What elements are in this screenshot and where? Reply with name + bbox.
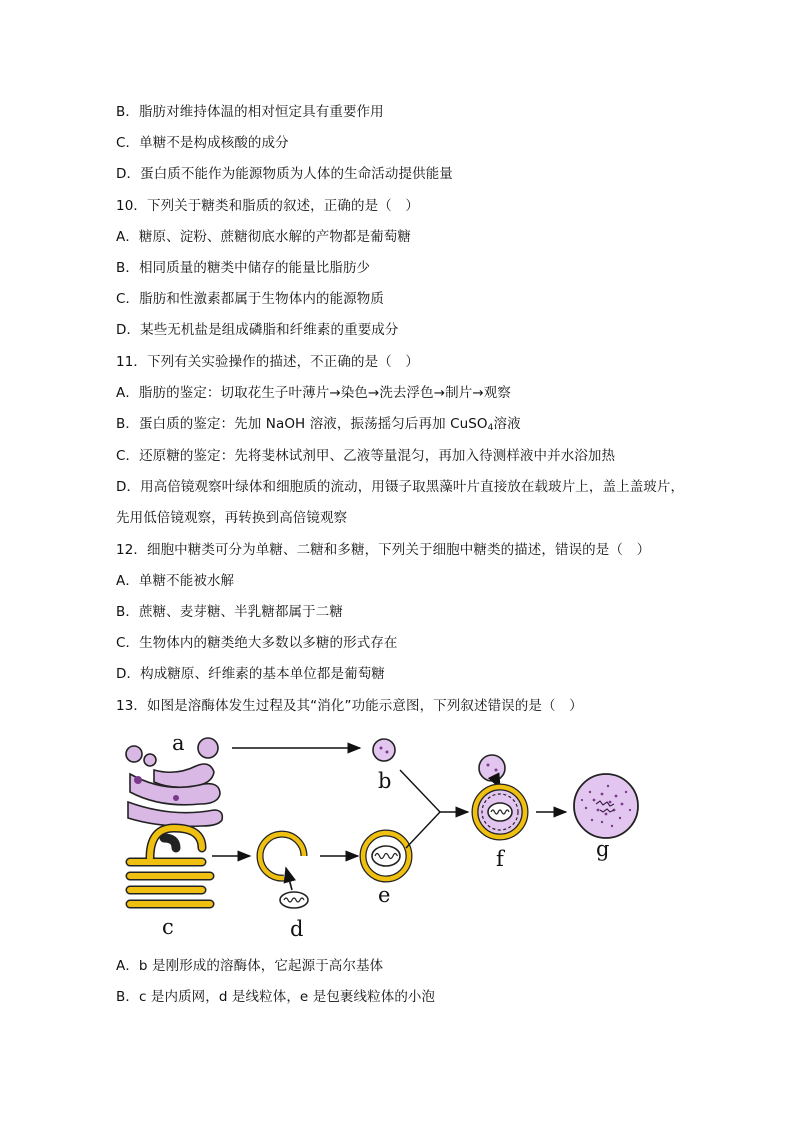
q11-option-c: C．还原糖的鉴定：先将斐林试剂甲、乙液等量混匀，再加入待测样液中并水浴加热: [116, 448, 616, 464]
forming-vesicle: [260, 834, 308, 908]
q10-option-b: B．相同质量的糖类中储存的能量比脂肪少: [116, 260, 371, 276]
q11-option-b: [116, 414, 754, 438]
q11-option-b-tail: 溶液: [493, 416, 521, 432]
label-e: e: [378, 883, 391, 907]
q10-option-a: A．糖原、淀粉、蔗糖彻底水解的产物都是葡萄糖: [116, 229, 411, 245]
q13-option-b: B．c 是内质网，d 是线粒体，e 是包裹线粒体的小泡: [116, 989, 436, 1005]
q11-option-a: A．脂肪的鉴定：切取花生子叶薄片→染色→洗去浮色→制片→观察: [116, 385, 511, 401]
label-d: d: [290, 917, 304, 940]
autophagosome: [363, 833, 409, 879]
label-b: b: [378, 769, 392, 793]
q13-option-a: A．b 是刚形成的溶酶体，它起源于高尔基体: [116, 958, 384, 974]
line-b-to-f: [400, 770, 440, 812]
q11-option-d-cont: 先用低倍镜观察，再转换到高倍镜观察: [116, 510, 348, 526]
q9-option-c: C．单糖不是构成核酸的成分: [116, 135, 289, 151]
q9-option-d: D．蛋白质不能作为能源物质为人体的生命活动提供能量: [116, 166, 453, 182]
q12-option-d: D．构成糖原、纤维素的基本单位都是葡萄糖: [116, 666, 385, 682]
digesting-lysosome: [574, 774, 638, 838]
q10-stem: 10．下列关于糖类和脂质的叙述，正确的是（ ）: [116, 198, 419, 214]
q12-option-c: C．生物体内的糖类绝大多数以多糖的形式存在: [116, 635, 398, 651]
label-c: c: [162, 915, 174, 939]
q11-option-b-subscript: 4: [487, 423, 494, 433]
q11-option-b-text: B．蛋白质的鉴定：先加 NaOH 溶液，振荡摇匀后再加 CuSO: [116, 416, 488, 432]
label-f: f: [496, 847, 504, 871]
q10-option-c: C．脂肪和性激素都属于生物体内的能源物质: [116, 291, 384, 307]
q13-stem: 13．如图是溶酶体发生过程及其“消化”功能示意图，下列叙述错误的是（ ）: [116, 698, 583, 714]
q12-stem: 12．细胞中糖类可分为单糖、二糖和多糖，下列关于细胞中糖类的描述，错误的是（ ）: [116, 542, 651, 558]
q11-option-d: D．用高倍镜观察叶绿体和细胞质的流动，用镊子取黑藻叶片直接放在载玻片上，盖上盖玻片，: [116, 479, 685, 495]
label-a: a: [172, 731, 185, 755]
q12-option-b: B．蔗糖、麦芽糖、半乳糖都属于二糖: [116, 604, 343, 620]
primary-lysosome: [373, 739, 395, 761]
fusing-lysosome: [475, 755, 525, 837]
lysosome-diagram: [116, 730, 656, 940]
label-g: g: [596, 837, 610, 861]
q12-option-a: A．单糖不能被水解: [116, 573, 235, 589]
q11-stem: 11．下列有关实验操作的描述，不正确的是（ ）: [116, 354, 419, 370]
line-e-to-f: [406, 812, 440, 848]
q10-option-d: D．某些无机盐是组成磷脂和纤维素的重要成分: [116, 322, 399, 338]
q9-option-b: B．脂肪对维持体温的相对恒定具有重要作用: [116, 104, 384, 120]
